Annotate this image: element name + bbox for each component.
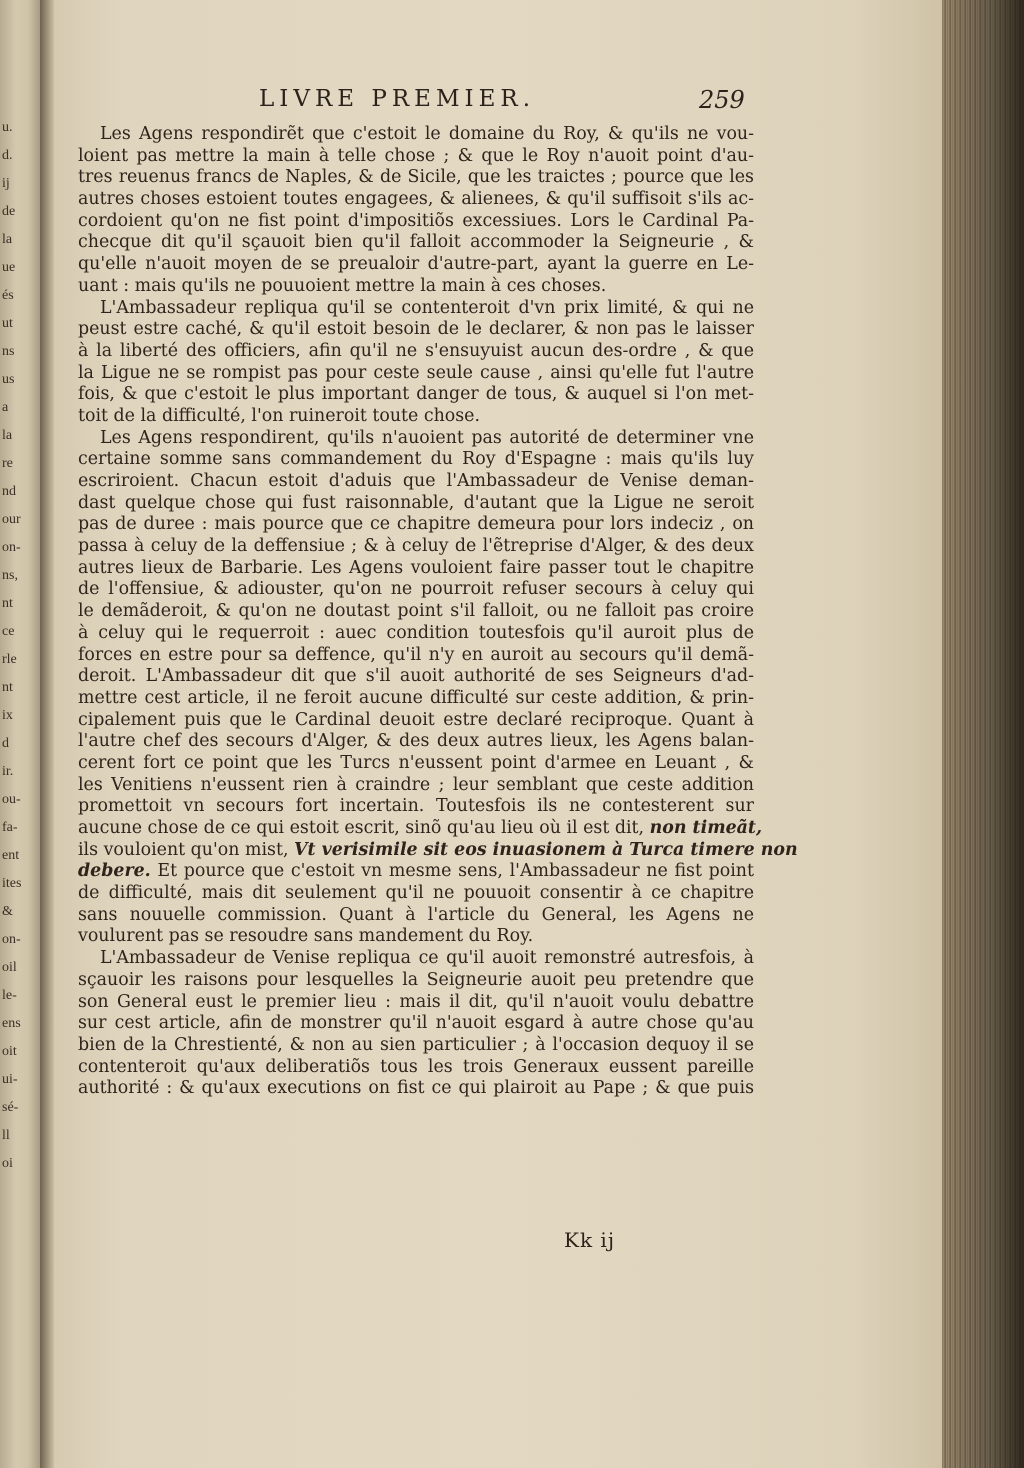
text-line: le demãderoit, & qu'on ne doutast point s'il falloit, ou ne falloit pas croire [78, 601, 754, 622]
left-page-fragment: nt [2, 596, 13, 611]
left-page-fragment: ir. [2, 764, 14, 779]
paragraph [78, 948, 754, 1100]
left-page-fragment: ix [2, 708, 13, 723]
text-line: uant : mais qu'ils ne pouuoient mettre la main à ces choses. [78, 275, 607, 296]
left-page-fragment: ce [2, 624, 15, 639]
text-line: mettre cest article, il ne feroit aucune difficulté sur ceste addition, & prin- [78, 687, 754, 708]
text-line: sur cest article, afin de monstrer qu'il n'auoit esgard à autre chose qu'au [78, 1013, 754, 1034]
text-line: bien de la Chrestienté, & non au sien particulier ; à l'occasion dequoy il se [78, 1034, 754, 1055]
left-page-fragment: a [2, 400, 9, 415]
left-page-fragment: ue [2, 260, 16, 275]
text-line: sans nouuelle commission. Quant à l'article du General, les Agens ne [78, 904, 754, 925]
text-line: deroit. L'Ambassadeur dit que s'il auoit authorité de ses Seigneurs d'ad- [78, 666, 754, 687]
left-page-fragment: le- [2, 988, 17, 1003]
text-line: autres choses estoient toutes engagees, & alienees, & qu'il suffisoit s'ils ac- [78, 189, 754, 210]
text-line: fois, & que c'estoit le plus important danger de tous, & auquel si l'on met- [78, 384, 754, 405]
text-line: à celuy qui le requerroit : auec condition toutesfois qu'il auroit plus de [78, 622, 754, 643]
text-line: Les Agens respondirent, qu'ils n'auoient pas autorité de determiner vne [100, 427, 754, 448]
left-page-fragment: re [2, 456, 13, 471]
left-page-fragment: oil [2, 960, 17, 975]
left-page-fragment: ij [2, 176, 10, 191]
text-line: les Venitiens n'eussent rien à craindre ; leur semblant que ceste addition [78, 774, 754, 795]
text-line: à la liberté des officiers, afin qu'il ne s'ensuyuist aucun des-ordre , & que [78, 340, 754, 361]
left-page-fragment: us [2, 372, 15, 387]
left-page-fragment: ites [2, 876, 22, 891]
text-line: sçauoir les raisons pour lesquelles la Seigneurie auoit peu pretendre que [78, 969, 754, 990]
text-line: forces en estre pour sa deffence, qu'il n'y en auroit au secours qu'il demã- [78, 644, 754, 665]
left-page-fragment: ui- [2, 1072, 18, 1087]
left-page-fragment: la [2, 428, 13, 443]
left-page-fragment: d [2, 736, 9, 751]
left-page-fragment: u. [2, 120, 13, 135]
text-line: escriroient. Chacun estoit d'aduis que l'Ambassadeur de Venise deman- [78, 471, 754, 491]
text-line: de l'offensiue, & adiouster, qu'on ne pourroit refuser secours à celuy qui [78, 579, 754, 600]
left-page-fragment: ou- [2, 792, 21, 807]
left-page-fragment: de [2, 204, 16, 219]
left-page-fragment: ll [2, 1128, 10, 1143]
left-page-fragment: on- [2, 932, 21, 947]
text-line: son General eust le premier lieu : mais il dit, qu'il n'auoit voulu debattre [78, 991, 754, 1012]
text-line: certaine somme sans commandement du Roy d'Espagne : mais qu'ils luy [78, 449, 754, 470]
fore-edge [942, 0, 1024, 1468]
left-page-fragment: oi [2, 1156, 13, 1171]
left-page-fragment: nt [2, 680, 13, 695]
paragraph [78, 427, 798, 949]
paragraph [78, 298, 754, 428]
text-line: ils vouloient qu'on mist, Vt verisimile sit eos inuasionem à Turca timere non [78, 839, 798, 860]
left-page-fragment: és [2, 288, 14, 303]
text-line: pas de duree : mais pource que ce chapitre demeura pour lors indeciz , on [78, 514, 754, 535]
text-line: la Ligue ne se rompist pas pour ceste seule cause , ainsi qu'elle fut l'autre [78, 362, 754, 383]
book-page [54, 0, 942, 1468]
text-line: cordoient qu'on ne fist point d'impositiõs excessiues. Lors le Cardinal Pa- [78, 210, 754, 231]
text-line: aucune chose de ce qui estoit escrit, sinõ qu'au lieu où il est dit, non timeãt, [78, 818, 763, 838]
page-header [54, 86, 942, 120]
text-line: voulurent pas se resoudre sans mandement du Roy. [78, 926, 534, 947]
text-line: debere. Et pource que c'estoit vn mesme sens, l'Ambassadeur ne fist point [78, 861, 754, 882]
left-page-fragment: ent [2, 848, 20, 863]
left-page-fragment: oit [2, 1044, 17, 1059]
left-page-fragment: on- [2, 540, 21, 555]
text-line: de difficulté, mais dit seulement qu'il ne pouuoit consentir à ce chapitre [78, 883, 754, 904]
left-page-edge [0, 0, 40, 1468]
text-line: Les Agens respondirẽt que c'estoit le domaine du Roy, & qu'ils ne vou- [100, 124, 754, 144]
text-line: contenteroit qu'aux deliberatiõs tous les trois Generaux eussent pareille [78, 1056, 754, 1077]
left-page-fragment: & [2, 904, 13, 919]
text-line: cipalement puis que le Cardinal deuoit estre declaré reciproque. Quant à [78, 709, 754, 730]
text-line: dast quelque chose qui fust raisonnable, d'autant que la Ligue ne seroit [78, 492, 754, 513]
text-line: loient pas mettre la main à telle chose ; & que le Roy n'auoit point d'au- [78, 145, 754, 166]
left-page-fragment: fa- [2, 820, 18, 835]
text-line: promettoit vn secours fort incertain. Toutesfois ils ne contesterent sur [78, 796, 754, 817]
left-page-fragment: ut [2, 316, 13, 331]
left-page-fragment: ns, [2, 568, 18, 583]
text-line: tres reuenus francs de Naples, & de Sicile, que les traictes ; pource que les [78, 167, 754, 188]
paragraph [78, 124, 754, 298]
body-text [78, 124, 798, 1100]
left-page-fragment: sé- [2, 1100, 19, 1115]
left-page-fragment: ns [2, 344, 15, 359]
text-line: passa à celuy de la deffensiue ; & à celuy de l'ẽtreprise d'Alger, & des deux [78, 536, 754, 557]
text-line: peust estre caché, & qu'il estoit besoin de le declarer, & non pas le laisser [78, 319, 754, 340]
text-line: checque dit qu'il sçauoit bien qu'il falloit accommoder la Seigneurie , & [78, 232, 754, 253]
text-line: L'Ambassadeur repliqua qu'il se contenteroit d'vn prix limité, & qui ne [100, 297, 754, 318]
text-line: autres lieux de Barbarie. Les Agens vouloient faire passer tout le chapitre [78, 557, 754, 578]
text-line: qu'elle n'auoit moyen de se preualoir d'autre-part, ayant la guerre en Le- [78, 254, 754, 275]
text-line: authorité : & qu'aux executions on fist ce qui plairoit au Pape ; & que puis [78, 1078, 754, 1099]
text-line: cerent fort ce point que les Turcs n'eussent point d'armee en Leuant , & [78, 752, 754, 773]
left-page-fragment: d. [2, 148, 13, 163]
text-line: toit de la difficulté, l'on ruineroit toute chose. [78, 405, 480, 426]
left-page-fragment: la [2, 232, 13, 247]
text-line: l'autre chef des secours d'Alger, & des deux autres lieux, les Agens balan- [78, 731, 754, 752]
running-head: LIVRE PREMIER. [259, 86, 536, 112]
left-page-fragment: nd [2, 484, 16, 499]
left-page-fragment: rle [2, 652, 17, 667]
book-gutter [40, 0, 54, 1468]
signature-mark: Kk ij [564, 1228, 616, 1252]
left-page-fragment: our [2, 512, 21, 527]
text-line: L'Ambassadeur de Venise repliqua ce qu'il auoit remonstré autresfois, à [100, 948, 754, 969]
left-page-fragment: ens [2, 1016, 21, 1031]
page-number: 259 [699, 86, 745, 114]
